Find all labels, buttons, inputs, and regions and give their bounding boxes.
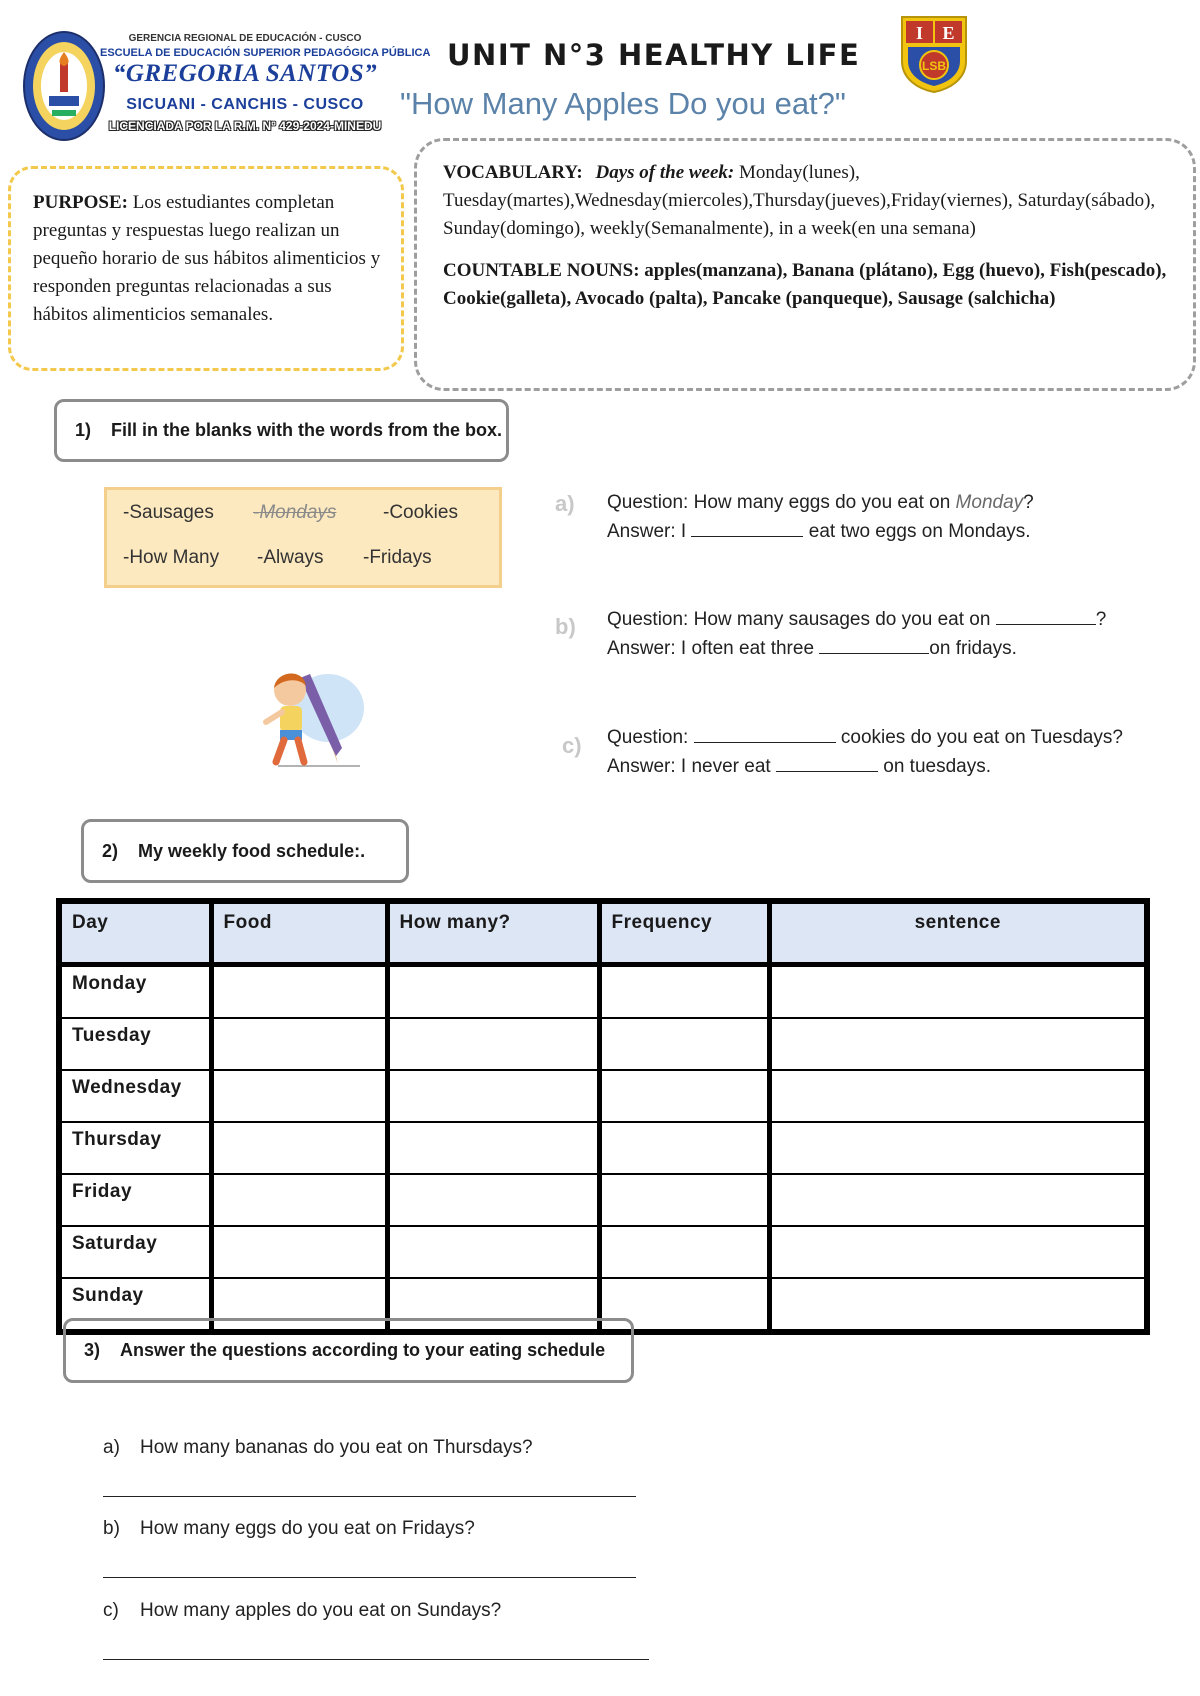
food-cell[interactable] (211, 1174, 387, 1226)
question-b-letter: b) (555, 614, 576, 639)
vocabulary-box (414, 138, 1196, 391)
day-cell-wednesday: Wednesday (59, 1070, 211, 1122)
answer-line-a[interactable] (103, 1496, 636, 1497)
question-c-end: cookies do you eat on Tuesdays? (835, 727, 1123, 748)
kid-with-pencil-illustration (250, 660, 370, 776)
column-header-food: Food (211, 901, 387, 965)
day-cell-thursday: Thursday (59, 1122, 211, 1174)
how-many-cell[interactable] (387, 1226, 599, 1278)
unit-title: UNIT N°3 HEALTHY LIFE (447, 38, 861, 72)
answer-c-blank[interactable] (776, 753, 878, 772)
question-a-end: ? (1023, 492, 1034, 513)
frequency-cell[interactable] (599, 1122, 769, 1174)
weekly-food-schedule-table (56, 898, 1150, 1335)
regional-management-text: GERENCIA REGIONAL DE EDUCACIÓN - CUSCO (128, 33, 362, 44)
food-cell[interactable] (211, 965, 387, 1019)
section3-header (63, 1318, 634, 1383)
answer-b-blank[interactable] (819, 635, 929, 654)
license-text: LICENCIADA POR LA R.M. N° 429-2024-MINEDU (108, 119, 382, 133)
word-mondays: -Mondays (253, 502, 337, 523)
question-a-letter: a) (555, 491, 575, 516)
school-type-text: ESCUELA DE EDUCACIÓN SUPERIOR PEDAGÓGICA PÚBLICA (100, 47, 431, 59)
countable-text: apples(manzana), Banana (plátano), Egg (huevo), Fish(pescado), Cookie(galleta), Avocado (palta), Pancake (panqueque), Sausage (salchicha) (443, 260, 1167, 309)
food-cell[interactable] (211, 1226, 387, 1278)
answer-c-prefix: Answer: I never eat (607, 756, 776, 777)
day-cell-monday: Monday (59, 965, 211, 1019)
word-cookies: -Cookies (383, 502, 458, 523)
crest-monogram: LSB (922, 59, 946, 73)
school-location: SICUANI - CANCHIS - CUSCO (126, 96, 364, 113)
section3-question-b-letter: b) (103, 1518, 120, 1539)
countable-label: COUNTABLE NOUNS: (443, 260, 640, 281)
purpose-box (8, 166, 404, 371)
table-row (59, 1018, 1147, 1070)
section3-question-c-text: How many apples do you eat on Sundays? (140, 1600, 502, 1621)
day-cell-friday: Friday (59, 1174, 211, 1226)
table-header-row (59, 901, 1147, 965)
word-always: -Always (257, 547, 324, 568)
food-cell[interactable] (211, 1018, 387, 1070)
food-cell[interactable] (211, 1070, 387, 1122)
answer-line-b[interactable] (103, 1577, 636, 1578)
section1-header (54, 399, 509, 462)
section3-question-c-letter: c) (103, 1600, 119, 1621)
table-row (59, 965, 1147, 1019)
section3-title: Answer the questions according to your eating schedule (120, 1340, 606, 1360)
crest-letter-e: E (942, 23, 955, 43)
days-text: Monday(lunes), Tuesday(martes),Wednesday(miercoles),Thursday(jueves),Friday(viernes), Saturday(sábado), Sunday(domingo), weekly(Semanalmente), in a week(en una semana) (443, 162, 1156, 239)
section3-question-a (103, 1437, 533, 1459)
question-c-blank[interactable] (694, 724, 836, 743)
frequency-cell[interactable] (599, 1070, 769, 1122)
section2-title: My weekly food schedule:. (138, 840, 366, 861)
section3-question-a-letter: a) (103, 1437, 120, 1458)
table-row (59, 1174, 1147, 1226)
worksheet-subtitle: "How Many Apples Do you eat?" (400, 86, 846, 121)
institution-crest (900, 15, 968, 93)
school-logo (22, 30, 106, 142)
table-row (59, 1122, 1147, 1174)
question-c-letter: c) (562, 733, 582, 758)
sentence-cell[interactable] (769, 965, 1147, 1019)
food-cell[interactable] (211, 1122, 387, 1174)
section2-number: 2) (102, 840, 119, 861)
how-many-cell[interactable] (387, 1070, 599, 1122)
frequency-cell[interactable] (599, 1018, 769, 1070)
answer-line-c[interactable] (103, 1659, 649, 1660)
section1-title: Fill in the blanks with the words from the box. (111, 420, 503, 440)
section3-question-c (103, 1600, 501, 1622)
sentence-cell[interactable] (769, 1070, 1147, 1122)
question-a-italic: Monday (955, 492, 1024, 513)
sentence-cell[interactable] (769, 1174, 1147, 1226)
column-header-sentence: sentence (769, 901, 1147, 965)
vocabulary-label: VOCABULARY: (443, 162, 583, 183)
answer-a-blank[interactable] (691, 518, 803, 537)
question-b-text: Question: How many sausages do you eat on (607, 609, 996, 630)
column-header-how-many: How many? (387, 901, 599, 965)
frequency-cell[interactable] (599, 1174, 769, 1226)
word-how-many: -How Many (123, 547, 220, 568)
sentence-cell[interactable] (769, 1122, 1147, 1174)
question-b (607, 605, 1106, 663)
answer-c-suffix: on tuesdays. (877, 756, 991, 777)
how-many-cell[interactable] (387, 965, 599, 1019)
table-row (59, 1070, 1147, 1122)
answer-a-suffix: eat two eggs on Mondays. (803, 521, 1031, 542)
day-cell-saturday: Saturday (59, 1226, 211, 1278)
sentence-cell[interactable] (769, 1226, 1147, 1278)
crest-letter-i: I (915, 23, 924, 43)
word-sausages: -Sausages (123, 502, 214, 523)
how-many-cell[interactable] (387, 1018, 599, 1070)
answer-b-prefix: Answer: I often eat three (607, 638, 820, 659)
days-label: Days of the week: (595, 162, 735, 183)
school-name: “GREGORIA SANTOS” (112, 60, 378, 87)
day-cell-sunday: Sunday (59, 1278, 211, 1332)
day-cell-tuesday: Tuesday (59, 1018, 211, 1070)
word-fridays: -Fridays (363, 547, 432, 568)
sentence-cell[interactable] (769, 1018, 1147, 1070)
question-c-text: Question: (607, 727, 694, 748)
table-row (59, 1226, 1147, 1278)
section3-number: 3) (84, 1340, 101, 1360)
question-c (607, 723, 1123, 781)
purpose-label: PURPOSE: (33, 192, 128, 213)
section1-number: 1) (75, 420, 92, 440)
how-many-cell[interactable] (387, 1122, 599, 1174)
sentence-cell[interactable] (769, 1278, 1147, 1332)
column-header-frequency: Frequency (599, 901, 769, 965)
section2-header (81, 819, 409, 883)
column-header-day: Day (59, 901, 211, 965)
answer-a-prefix: Answer: I (607, 521, 692, 542)
frequency-cell[interactable] (599, 965, 769, 1019)
question-a (607, 488, 1034, 546)
word-box (104, 487, 502, 588)
section3-question-a-text: How many bananas do you eat on Thursdays? (140, 1437, 533, 1458)
question-b-blank[interactable] (996, 606, 1096, 625)
how-many-cell[interactable] (387, 1174, 599, 1226)
question-a-text: Question: How many eggs do you eat on (607, 492, 956, 513)
section3-question-b-text: How many eggs do you eat on Fridays? (140, 1518, 475, 1539)
section3-question-b (103, 1518, 475, 1540)
answer-b-suffix: on fridays. (929, 638, 1017, 659)
frequency-cell[interactable] (599, 1226, 769, 1278)
question-b-end: ? (1095, 609, 1107, 630)
purpose-text: Los estudiantes completan preguntas y respuestas luego realizan un pequeño horario de sus hábitos alimenticios y responden preguntas relacionadas a sus hábitos alimenticios semanales. (33, 192, 381, 325)
